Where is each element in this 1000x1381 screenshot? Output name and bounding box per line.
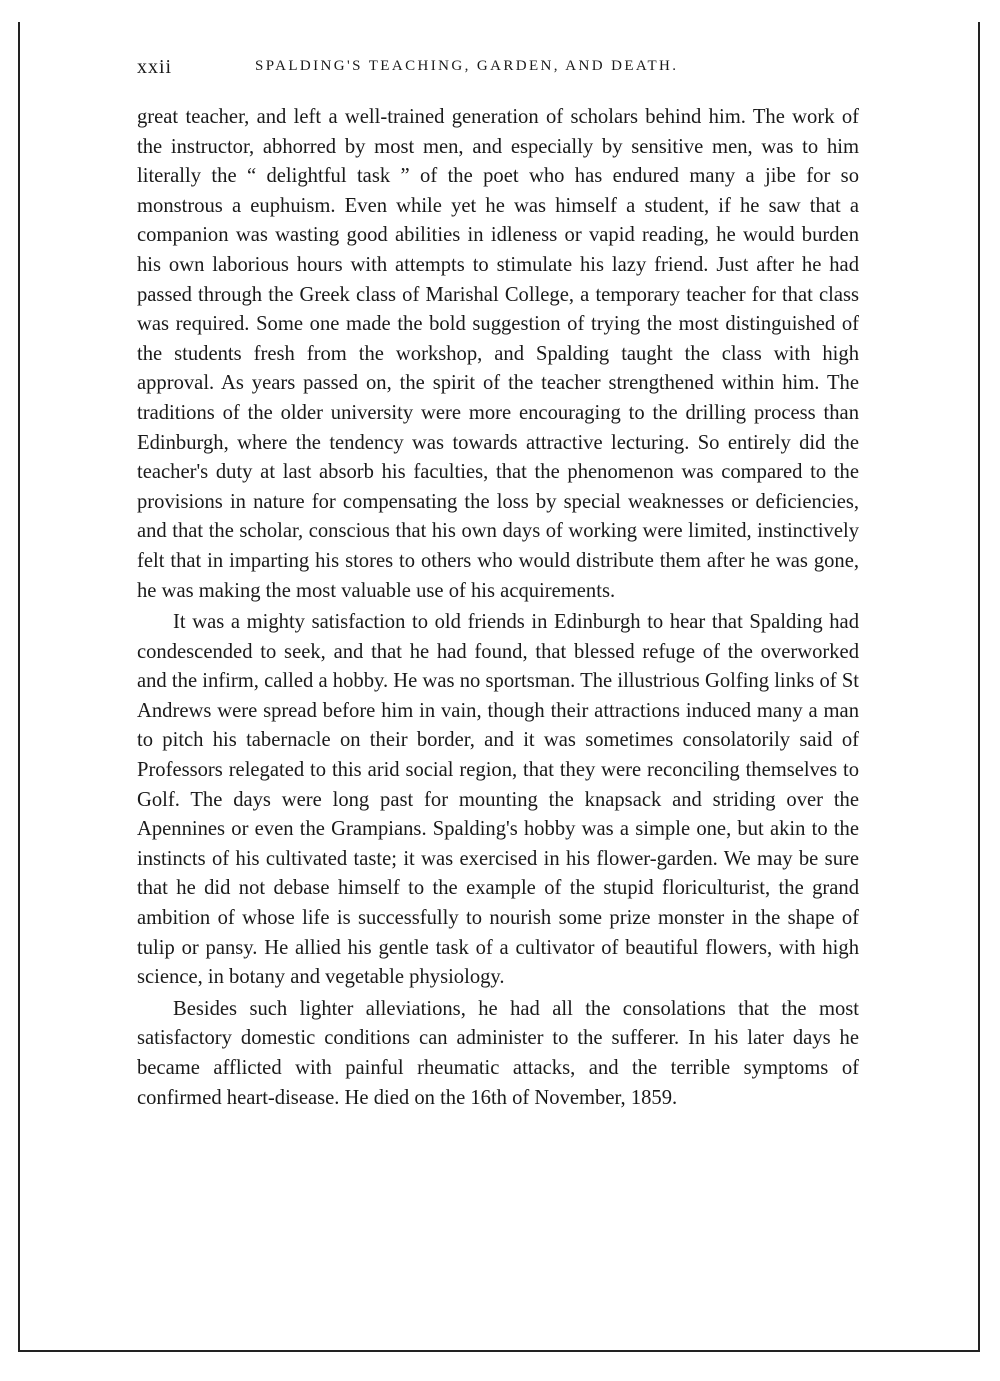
page-header	[137, 56, 859, 86]
page-number: xxii	[137, 56, 173, 78]
paragraph-garden: It was a mighty satisfaction to old friends in Edinburgh to hear that Spalding had condescended to seek, and that he had found, that blessed refuge of the overworked and the infirm, called a hobby. He was no sportsman. The illustrious Golfing links of St Andrews were spread before him in vain, though their attractions induced many a man to pitch his tabernacle on their border, and it was sometimes consolatorily said of Professors relegated to this arid social region, that they were reconciling themselves to Golf. The days were long past for mounting the knapsack and striding over the Apennines or even the Grampians. Spalding's hobby was a simple one, but akin to the instincts of his cultivated taste; it was exercised in his flower-garden. We may be sure that he did not debase himself to the example of the stupid floriculturist, the grand ambition of whose life is successfully to nourish some prize monster in the shape of tulip or pansy. He allied his gentle task of a cultivator of beautiful flowers, with high science, in botany and vegetable physiology.	[137, 611, 859, 989]
paragraph-teaching: great teacher, and left a well-trained generation of scholars behind him. The work of the instructor, abhorred by most men, and especially by sensitive men, was to him literally the “ delightful task ” of the poet who has endured many a jibe for so monstrous a euphuism. Even while yet he was himself a student, if he saw that a companion was wasting good abilities in idleness or vapid reading, he would burden his own laborious hours with attempts to stimulate his lazy friend. Just after he had passed through the Greek class of Marishal College, a temporary teacher for that class was required. Some one made the bold suggestion of trying the most distinguished of the students fresh from the workshop, and Spalding taught the class with high approval. As years passed on, the spirit of the teacher strengthened within him. The traditions of the older university were more encouraging to the drilling process than Edinburgh, where the tendency was towards attractive lecturing. So entirely did the teacher's duty at last absorb his faculties, that the phenomenon was compared to the provisions in nature for compensating the loss by special weaknesses or deficiencies, and that the scholar, conscious that his own days of working were limited, instinctively felt that in imparting his stores to others who would distribute them after he was gone, he was making the most valuable use of his acquirements.	[137, 106, 859, 602]
body-text	[137, 103, 859, 1113]
running-head: SPALDING'S TEACHING, GARDEN, AND DEATH.	[255, 58, 679, 74]
paragraph-death: Besides such lighter alleviations, he had all the consolations that the most satisfactory domestic conditions can administer to the sufferer. In his later days he became afflicted with painful rheumatic attacks, and the terrible symptoms of confirmed heart-disease. He died on the 16th of November, 1859.	[137, 997, 859, 1109]
